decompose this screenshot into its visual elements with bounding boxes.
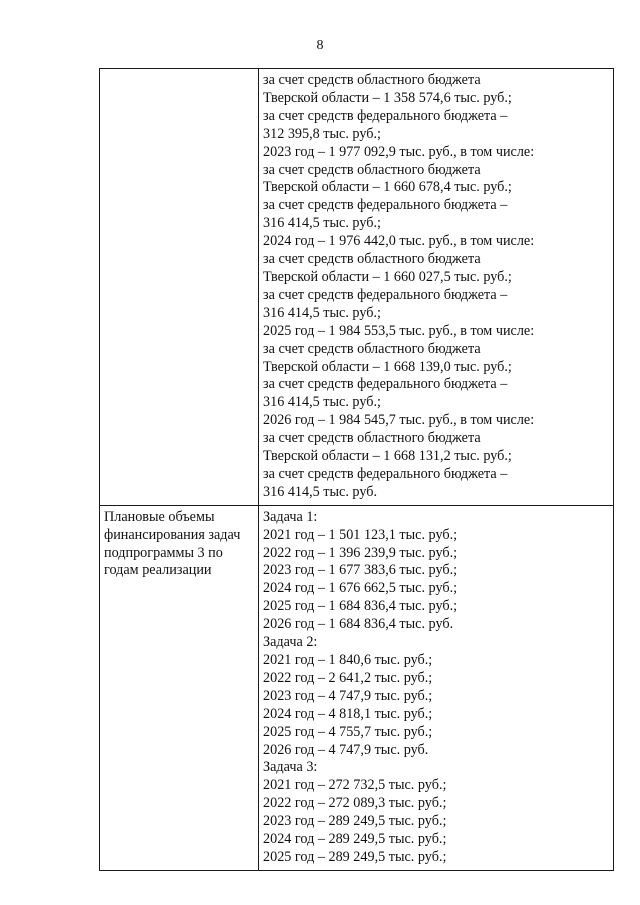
text-line: 2024 год – 1 976 442,0 тыс. руб., в том числе: (263, 233, 535, 250)
financing-table (99, 68, 614, 871)
text-line: 2023 год – 289 249,5 тыс. руб.; (263, 813, 447, 830)
text-line: Задача 3: (263, 759, 318, 776)
table-row-continuation (100, 69, 614, 506)
text-line: 2025 год – 1 684 836,4 тыс. руб.; (263, 598, 458, 615)
text-line: 2024 год – 289 249,5 тыс. руб.; (263, 831, 447, 848)
text-line: 2022 год – 2 641,2 тыс. руб.; (263, 669, 433, 686)
text-line: 2021 год – 272 732,5 тыс. руб.; (263, 777, 447, 794)
row2-value-cell (259, 505, 614, 870)
table-row-planned-volumes (100, 505, 614, 870)
text-line: 2025 год – 289 249,5 тыс. руб.; (263, 848, 447, 865)
row1-label-cell (100, 69, 259, 506)
text-line: Задача 1: (263, 508, 318, 525)
text-line: за счет средств областного бюджета (263, 72, 481, 88)
text-line: 2022 год – 272 089,3 тыс. руб.; (263, 795, 447, 812)
text-line: 2025 год – 1 984 553,5 тыс. руб., в том числе: (263, 322, 535, 339)
text-line: Тверской области – 1 358 574,6 тыс. руб.; (263, 89, 512, 106)
text-line: 2023 год – 1 677 383,6 тыс. руб.; (263, 562, 458, 579)
text-line: 316 414,5 тыс. руб.; (263, 215, 381, 232)
text-line: 2023 год – 4 747,9 тыс. руб.; (263, 687, 433, 704)
text-line: за счет средств областного бюджета (263, 161, 481, 178)
row1-value-cell (259, 69, 614, 506)
row1-lines (263, 72, 609, 502)
text-line: за счет средств областного бюджета (263, 251, 481, 268)
text-line: 2024 год – 1 676 662,5 тыс. руб.; (263, 580, 458, 597)
text-line: Тверской области – 1 668 139,0 тыс. руб.; (263, 358, 512, 375)
text-line: за счет средств федерального бюджета – (263, 465, 508, 482)
text-line: Тверской области – 1 660 027,5 тыс. руб.; (263, 268, 512, 285)
text-line: 312 395,8 тыс. руб.; (263, 125, 381, 142)
text-line: за счет средств областного бюджета (263, 340, 481, 357)
text-line: годам реализации (104, 562, 212, 579)
row2-label-cell (100, 505, 259, 870)
text-line: за счет средств федерального бюджета – (263, 286, 508, 303)
text-line: Плановые объемы (104, 508, 215, 525)
row2-lines (263, 509, 609, 867)
text-line: подпрограммы 3 по (104, 544, 223, 561)
text-line: Тверской области – 1 660 678,4 тыс. руб.; (263, 179, 512, 196)
text-line: 2024 год – 4 818,1 тыс. руб.; (263, 705, 433, 722)
text-line: 2026 год – 1 684 836,4 тыс. руб. (263, 616, 454, 633)
text-line: Задача 2: (263, 634, 318, 651)
text-line: 316 414,5 тыс. руб. (263, 483, 377, 500)
text-line: за счет средств федерального бюджета – (263, 376, 508, 393)
text-line: 2021 год – 1 501 123,1 тыс. руб.; (263, 526, 458, 543)
text-line: 2022 год – 1 396 239,9 тыс. руб.; (263, 544, 458, 561)
page-number: 8 (316, 38, 324, 53)
text-line: 2026 год – 1 984 545,7 тыс. руб., в том числе: (263, 412, 535, 429)
text-line: 316 414,5 тыс. руб.; (263, 394, 381, 411)
text-line: 2025 год – 4 755,7 тыс. руб.; (263, 723, 433, 740)
text-line: финансирования задач (104, 526, 241, 543)
text-line: за счет средств федерального бюджета – (263, 107, 508, 124)
text-line: Тверской области – 1 668 131,2 тыс. руб.; (263, 448, 512, 465)
text-line: 2023 год – 1 977 092,9 тыс. руб., в том числе: (263, 143, 535, 160)
text-line: 316 414,5 тыс. руб.; (263, 304, 381, 321)
text-line: 2021 год – 1 840,6 тыс. руб.; (263, 652, 433, 668)
row2-label (104, 509, 254, 581)
text-line: 2026 год – 4 747,9 тыс. руб. (263, 741, 429, 758)
text-line: за счет средств областного бюджета (263, 430, 481, 447)
text-line: за счет средств федерального бюджета – (263, 197, 508, 214)
